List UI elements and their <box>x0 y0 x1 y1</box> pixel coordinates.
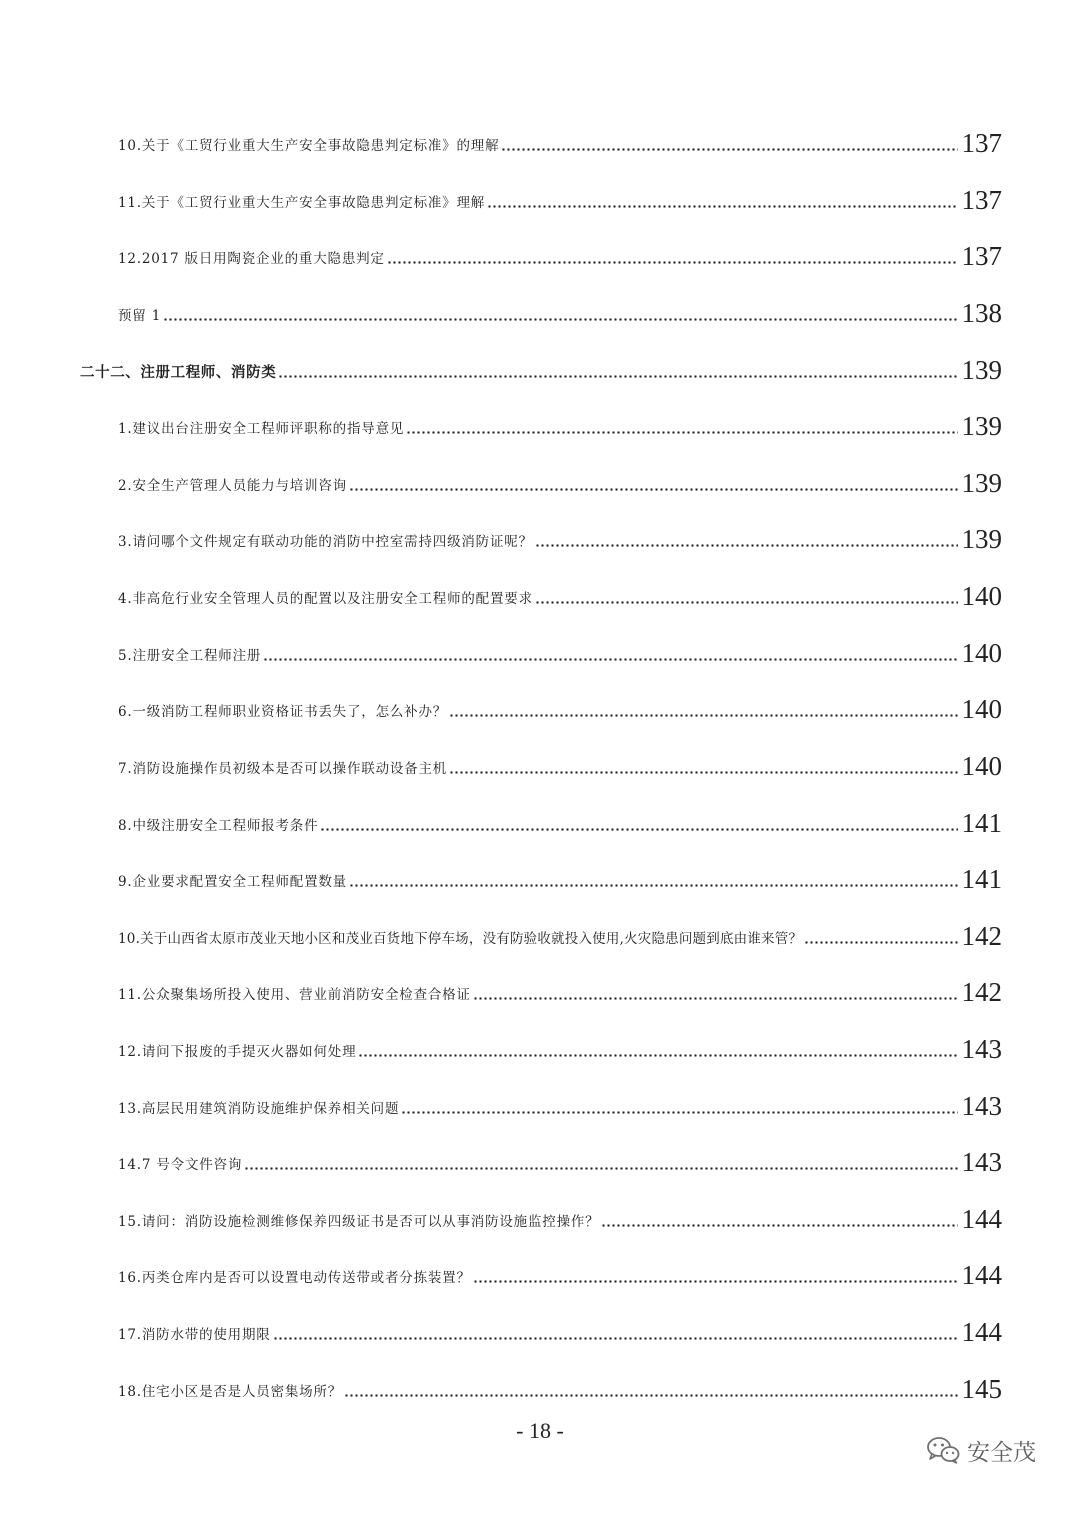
toc-entry-title: 10.关于《工贸行业重大生产安全事故隐患判定标准》的理解 <box>118 138 500 154</box>
toc-entry-page: 142 <box>961 921 1002 951</box>
toc-dot-leader <box>449 771 957 774</box>
toc-dot-leader <box>349 488 958 491</box>
toc-dot-leader <box>473 997 958 1000</box>
toc-entry[interactable] <box>118 635 1002 669</box>
toc-dot-leader <box>320 828 957 831</box>
toc-entry[interactable] <box>118 1371 1002 1405</box>
toc-entry-title: 8.中级注册安全工程师报考条件 <box>118 818 319 834</box>
toc-entry-page: 139 <box>961 468 1002 498</box>
toc-dot-leader <box>273 1337 958 1340</box>
toc-entry[interactable] <box>118 408 1002 442</box>
toc-entry-page: 140 <box>961 638 1002 668</box>
toc-dot-leader <box>278 375 957 378</box>
toc-dot-leader <box>535 544 958 547</box>
toc-entry-title: 预留 1 <box>118 308 162 324</box>
toc-dot-leader <box>804 941 957 944</box>
toc-entry-page: 141 <box>961 808 1002 838</box>
wechat-icon <box>925 1435 961 1465</box>
toc-entry[interactable] <box>118 125 1002 159</box>
toc-entry-title: 12.2017 版日用陶瓷企业的重大隐患判定 <box>118 251 385 267</box>
toc-entry[interactable] <box>118 465 1002 499</box>
toc-entry-title: 14.7 号令文件咨询 <box>118 1157 243 1173</box>
toc-entry[interactable] <box>118 918 1002 952</box>
toc-entry[interactable] <box>118 238 1002 272</box>
toc-entry-title: 15.请问：消防设施检测维修保养四级证书是否可以从事消防设施监控操作？ <box>118 1214 600 1230</box>
toc-entry-title: 16.丙类仓库内是否可以设置电动传送带或者分拣装置？ <box>118 1270 471 1286</box>
toc-entry-page: 138 <box>961 298 1002 328</box>
toc-entry-title: 7.消防设施操作员初级本是否可以操作联动设备主机 <box>118 761 448 777</box>
toc-entry-page: 142 <box>961 977 1002 1007</box>
toc-entry[interactable] <box>118 1031 1002 1065</box>
toc-dot-leader <box>501 148 957 151</box>
toc-entry[interactable] <box>118 748 1002 782</box>
toc-entry[interactable] <box>118 1201 1002 1235</box>
toc-entry-title: 11.公众聚集场所投入使用、营业前消防安全检查合格证 <box>118 987 471 1003</box>
toc-entry[interactable] <box>118 805 1002 839</box>
toc-entry[interactable] <box>118 861 1002 895</box>
toc-dot-leader <box>263 658 957 661</box>
toc-dot-leader <box>473 1280 958 1283</box>
toc-dot-leader <box>535 601 958 604</box>
toc-entry-page: 145 <box>961 1374 1002 1404</box>
toc-entry-title: 12.请问下报废的手提灭火器如何处理 <box>118 1044 357 1060</box>
toc-entry[interactable] <box>118 974 1002 1008</box>
toc-dot-leader <box>487 205 957 208</box>
toc-entry-page: 140 <box>961 751 1002 781</box>
toc-section-heading[interactable] <box>80 352 1002 386</box>
page-number: - 18 - <box>516 1418 564 1443</box>
toc-entry[interactable] <box>118 691 1002 725</box>
toc-entry-page: 143 <box>961 1147 1002 1177</box>
toc-entry-page: 143 <box>961 1091 1002 1121</box>
toc-entry[interactable] <box>118 521 1002 555</box>
toc-entry-page: 140 <box>961 694 1002 724</box>
toc-dot-leader <box>449 714 957 717</box>
toc-entry-title: 5.注册安全工程师注册 <box>118 648 262 664</box>
toc-dot-leader <box>406 431 957 434</box>
toc-entry-page: 140 <box>961 581 1002 611</box>
toc-entry[interactable] <box>118 578 1002 612</box>
toc-entry[interactable] <box>118 1257 1002 1291</box>
toc-dot-leader <box>344 1394 957 1397</box>
toc-entry[interactable] <box>118 1144 1002 1178</box>
toc-entry-page: 144 <box>961 1317 1002 1347</box>
watermark <box>925 1430 1055 1470</box>
toc-entry[interactable] <box>118 182 1002 216</box>
toc-entry-title: 9.企业要求配置安全工程师配置数量 <box>118 874 347 890</box>
toc-entry-title: 11.关于《工贸行业重大生产安全事故隐患判定标准》理解 <box>118 195 486 211</box>
toc-entry-title: 4.非高危行业安全管理人员的配置以及注册安全工程师的配置要求 <box>118 591 533 607</box>
toc-entry-page: 144 <box>961 1260 1002 1290</box>
toc-dot-leader <box>244 1167 957 1170</box>
toc-entry-page: 141 <box>961 864 1002 894</box>
toc-entry[interactable] <box>118 295 1002 329</box>
toc-entry-page: 137 <box>961 128 1002 158</box>
toc-entry-page: 139 <box>961 355 1002 385</box>
toc-entry[interactable] <box>118 1314 1002 1348</box>
toc-entry-page: 139 <box>961 411 1002 441</box>
toc-dot-leader <box>358 1054 957 1057</box>
toc-dot-leader <box>387 261 958 264</box>
toc-entry-title: 2.安全生产管理人员能力与培训咨询 <box>118 478 347 494</box>
toc-dot-leader <box>163 318 957 321</box>
watermark-text: 安全茂 <box>967 1439 1036 1466</box>
toc-entry-title: 6.一级消防工程师职业资格证书丢失了，怎么补办？ <box>118 704 448 720</box>
toc-entry-title: 13.高层民用建筑消防设施维护保养相关问题 <box>118 1101 400 1117</box>
toc-dot-leader <box>349 884 958 887</box>
toc-entry[interactable] <box>118 1088 1002 1122</box>
toc-dot-leader <box>601 1224 957 1227</box>
toc-entry-page: 144 <box>961 1204 1002 1234</box>
toc-entry-title: 3.请问哪个文件规定有联动功能的消防中控室需持四级消防证呢？ <box>118 534 533 550</box>
toc-section-title: 二十二、注册工程师、消防类 <box>80 364 277 381</box>
toc-entry-page: 143 <box>961 1034 1002 1064</box>
toc-entry-title: 18.住宅小区是否是人员密集场所？ <box>118 1384 343 1400</box>
toc-entry-title: 1.建议出台注册安全工程师评职称的指导意见 <box>118 421 405 437</box>
toc-entry-page: 139 <box>961 524 1002 554</box>
toc-entry-page: 137 <box>961 185 1002 215</box>
toc-entry-page: 137 <box>961 241 1002 271</box>
toc-entry-title: 10.关于山西省太原市茂业天地小区和茂业百货地下停车场，没有防验收就投入使用,火灾隐患问题到底由谁来管？ <box>118 931 803 947</box>
toc-dot-leader <box>401 1111 957 1114</box>
toc-entry-title: 17.消防水带的使用期限 <box>118 1327 271 1343</box>
